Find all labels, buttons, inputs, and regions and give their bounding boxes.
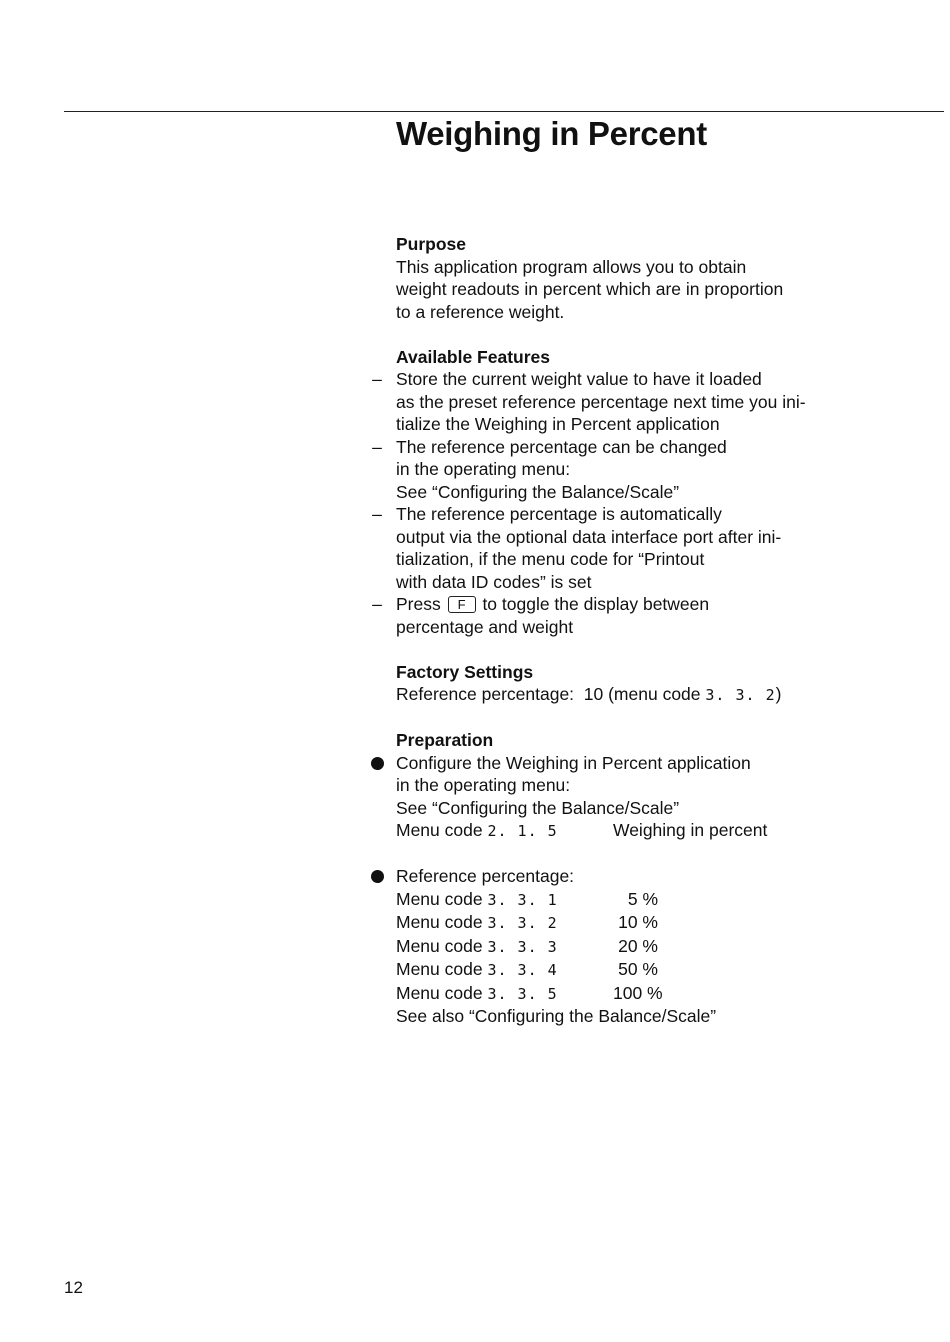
factory-settings-heading: Factory Settings [396,661,534,682]
page-title: Weighing in Percent [396,115,707,152]
reference-percentage-section [396,865,866,1028]
menu-code-label: Menu code 3. 3. 3 [396,935,558,956]
page-number: 12 [64,1278,83,1297]
toggle-text: to toggle the display between [482,594,710,614]
menu-code: 2. 1. 5 [487,822,558,840]
preparation-text-line: in the operating menu: [396,775,571,795]
feature-item [372,593,866,638]
feature-text-line: as the preset reference percentage next time you ini- [396,391,806,412]
feature-item [372,436,866,504]
preparation-text-line: Configure the Weighing in Percent application [396,752,751,773]
menu-code: 3. 3. 2 [487,914,558,932]
feature-text-line: See “Configuring the Balance/Scale” [396,481,680,502]
menu-code: 3. 3. 4 [487,961,558,979]
menu-code-value: 100 % [613,982,663,1003]
feature-text-line: with data ID codes” is set [396,571,592,592]
preparation-heading: Preparation [396,730,494,750]
menu-code-row [396,935,866,959]
menu-code-label: Menu code 3. 3. 5 [396,982,558,1003]
feature-text-line: output via the optional data interface port after ini- [396,526,782,547]
bullet-icon [371,870,384,883]
menu-code-value: 10 % [618,912,658,932]
menu-code-label: Menu code 3. 3. 4 [396,959,558,979]
feature-text-line: tialize the Weighing in Percent application [396,414,720,434]
purpose-text-line: to a reference weight. [396,301,565,322]
menu-code-value: 5 % [627,888,658,909]
menu-code-label: Menu code 2. 1. 5 [396,820,558,840]
menu-code-row [396,911,866,935]
page-content [372,233,866,1050]
feature-text-line: percentage and weight [396,616,574,637]
reference-percentage-heading: Reference percentage: [396,866,575,886]
purpose-heading: Purpose [396,234,467,254]
menu-code-value: Weighing in percent [613,820,768,840]
menu-code-label: Menu code 3. 3. 1 [396,888,558,909]
dash-marker: – [372,436,382,457]
bullet-icon [371,757,384,770]
features-heading: Available Features [396,346,551,367]
dash-marker: – [372,369,382,389]
feature-item [372,503,866,593]
features-section [372,346,866,639]
purpose-section [396,233,866,323]
feature-text-line: The reference percentage is automatically [396,504,722,524]
feature-text-line [396,593,866,616]
preparation-section [396,729,866,843]
menu-code-value: 50 % [618,959,658,979]
preparation-item [396,865,866,1028]
menu-code-value: 20 % [618,935,658,956]
dash-marker: – [372,594,382,614]
preparation-item [396,752,866,843]
feature-item [372,368,866,436]
factory-label: Reference percentage: [396,684,575,704]
dash-marker: – [372,504,382,524]
preparation-text-line: See “Configuring the Balance/Scale” [396,797,680,818]
menu-code-row [396,982,866,1006]
menu-code-row [396,888,866,912]
menu-code-row [396,819,866,843]
factory-settings-section [396,661,866,707]
press-text: Press [396,594,441,614]
menu-code-label: Menu code 3. 3. 2 [396,912,558,932]
menu-code: 3. 3. 2 [705,686,776,704]
menu-code: 3. 3. 3 [487,937,558,956]
menu-code: 3. 3. 5 [487,984,558,1003]
factory-value-suffix: ) [775,684,782,704]
purpose-text-line: This application program allows you to obtain [396,256,747,277]
menu-code: 3. 3. 1 [487,890,558,909]
feature-text-line: tialization, if the menu code for “Printout [396,549,705,569]
purpose-text-line: weight readouts in percent which are in proportion [396,279,784,299]
feature-text-line: in the operating menu: [396,459,571,479]
f-key-icon: F [448,596,476,613]
factory-setting-line [396,683,866,707]
feature-text-line: Store the current weight value to have it loaded [396,369,762,389]
factory-value: 10 (menu code [583,684,701,704]
menu-code-row [396,958,866,982]
see-also-text: See also “Configuring the Balance/Scale” [396,1006,717,1026]
feature-text-line: The reference percentage can be changed [396,436,727,457]
